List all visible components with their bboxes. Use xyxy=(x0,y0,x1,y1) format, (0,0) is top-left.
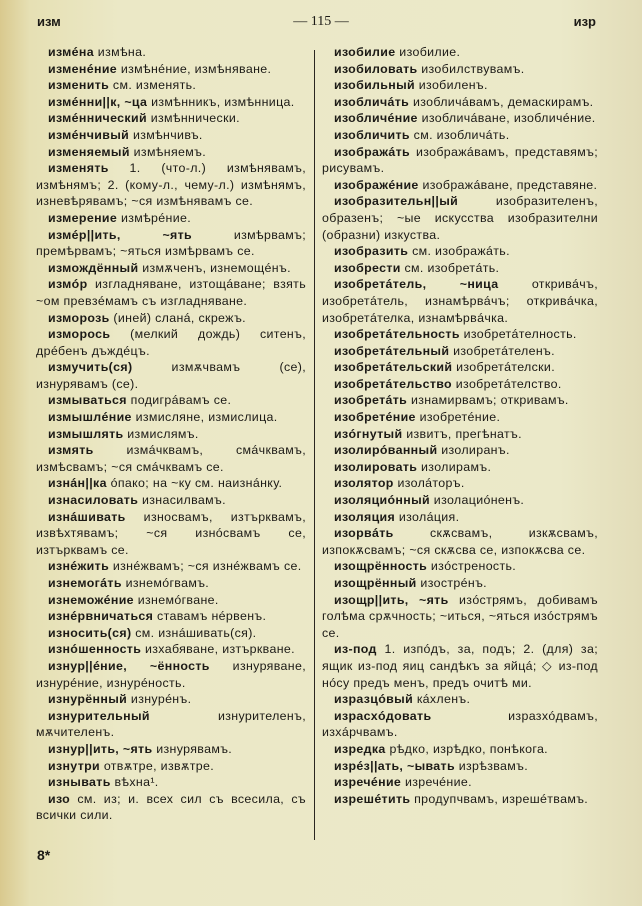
dictionary-entry xyxy=(322,193,598,243)
headword: из-под xyxy=(334,642,377,657)
headword: изощр||ить, ~ять xyxy=(334,592,449,607)
headword: изобилие xyxy=(334,45,396,59)
dictionary-entry xyxy=(36,492,306,509)
dictionary-entry xyxy=(36,61,306,78)
translation: изнасилвамъ. xyxy=(141,493,226,508)
headword: изменить xyxy=(48,78,110,93)
translation: скѫсвамъ, изкѫсвамъ, изпокѫсвамъ; ~ся скѫсва се, изпокѫсва се. xyxy=(322,526,598,557)
headword: измéнни||к, ~ца xyxy=(48,94,148,109)
translation: изóстрямъ, добивамъ голѣма срѫчность; ~иться, ~яться изóстрямъ се. xyxy=(322,592,599,640)
headword: измóр xyxy=(48,277,88,292)
headword: износить(ся) xyxy=(48,625,132,640)
translation: износвамъ, изтърквамъ, извѣхтявамъ; ~ся изнóсвамъ се, изтърквамъ се. xyxy=(36,509,306,557)
headword: измéннический xyxy=(48,111,147,126)
translation: изострéнъ. xyxy=(420,576,487,590)
dictionary-entry xyxy=(36,691,306,708)
dictionary-entry xyxy=(322,592,598,642)
translation: изобличáване, изобличéние. xyxy=(421,111,596,126)
headword: измышлять xyxy=(48,426,124,441)
headword: изразцóвый xyxy=(334,692,414,707)
headword: изнутри xyxy=(48,758,101,773)
translation: изобретáтелски. xyxy=(456,360,555,375)
headword: изолятор xyxy=(334,476,394,491)
dictionary-entry xyxy=(36,94,306,111)
headword: изолирóванный xyxy=(334,443,438,458)
headword: изолировать xyxy=(334,459,418,474)
translation: изнуряване, изнурéние, изнурéность. xyxy=(36,658,306,690)
headword: изобрести xyxy=(334,260,401,275)
translation: извитъ, прегѣнатъ. xyxy=(406,426,522,441)
translation: рѣдко, изрѣдко, понѣкога. xyxy=(389,741,548,756)
translation: продупчвамъ, изрешéтвамъ. xyxy=(414,791,589,806)
headword: изрéз||ать, ~ывать xyxy=(334,758,455,773)
translation: откривáчъ, изобретáтель, изнамѣрвáчъ; откривáчка, изобретáтелка, изнамѣрвáчка. xyxy=(322,277,598,325)
translation: изнемóгвамъ. xyxy=(125,576,210,590)
dictionary-entry xyxy=(36,641,306,658)
translation: измѣняемъ. xyxy=(133,144,207,159)
headword: измываться xyxy=(48,393,127,408)
translation: см. изобличáть. xyxy=(413,127,510,142)
dictionary-entry xyxy=(36,409,306,426)
dictionary-entry xyxy=(322,110,598,127)
translation: измѫченъ, изнемощéнъ. xyxy=(142,260,291,275)
headword: изобретáтель, ~ница xyxy=(334,277,499,292)
dictionary-entry xyxy=(36,625,306,642)
translation: изображáване, представяне. xyxy=(422,177,598,192)
headword: изображéние xyxy=(334,177,419,192)
translation: изнурéнъ. xyxy=(130,692,192,707)
dictionary-entry xyxy=(322,260,598,277)
dictionary-entry xyxy=(36,227,306,260)
translation: измáчквамъ, смáчквамъ, измѣсвамъ; ~ся смáчквамъ се. xyxy=(36,443,307,474)
dictionary-entry xyxy=(36,509,306,559)
translation: изолáция. xyxy=(398,509,460,524)
headword: изо xyxy=(48,791,71,806)
headword: измышлéние xyxy=(48,410,132,425)
translation: см. изобретáть. xyxy=(404,260,500,275)
headword: изнáн||ка xyxy=(48,476,107,491)
translation: измѣнникъ, измѣнница. xyxy=(151,94,295,109)
headword: изредка xyxy=(334,741,386,756)
dictionary-entry xyxy=(322,774,598,791)
translation: изобразителенъ, образенъ; ~ые искусства изобразителни (образни) изкуства. xyxy=(322,194,598,242)
headword: измучить(ся) xyxy=(48,360,133,375)
dictionary-entry xyxy=(322,492,598,509)
headword: изнасиловать xyxy=(48,493,139,508)
right-column xyxy=(322,44,598,807)
headword: измять xyxy=(48,443,94,458)
translation: изгладняване, изтощáване; взять ~ом превзéмамъ съ изгладняване. xyxy=(36,277,307,308)
dictionary-entry xyxy=(36,758,306,775)
translation: измѣннически. xyxy=(150,111,240,126)
headword: изобретáтельный xyxy=(334,343,450,358)
headword: изобличáть xyxy=(334,94,410,109)
dictionary-entry xyxy=(36,658,306,691)
headword: изорвáть xyxy=(334,526,394,541)
headword: изнóшенность xyxy=(48,642,142,657)
dictionary-entry xyxy=(322,177,598,194)
translation: изхабяване, изтъркване. xyxy=(145,642,295,657)
headword: изоляциóнный xyxy=(334,493,430,508)
translation: изрѣзвамъ. xyxy=(458,758,529,773)
dictionary-entry xyxy=(322,641,598,691)
headword: измéна xyxy=(48,45,94,59)
translation: см. изображáть. xyxy=(412,244,510,259)
translation: см. изнáшивать(ся). xyxy=(135,625,257,640)
dictionary-entry xyxy=(322,243,598,260)
translation: ставамъ нéрвенъ. xyxy=(157,609,267,624)
left-column xyxy=(36,44,306,824)
translation: 1. (что-л.) измѣнявамъ, измѣнямъ; 2. (кому-л., чему-л.) измѣнямъ, изневѣрявамъ; ~ся измѣнявамъ се. xyxy=(36,161,306,209)
headword: изобиловать xyxy=(334,61,418,76)
headword: изнемогáть xyxy=(48,576,122,590)
headword: изрешéтить xyxy=(334,791,411,806)
dictionary-entry xyxy=(322,426,598,443)
translation: измѫчвамъ (се), изнурявамъ (се). xyxy=(36,360,306,391)
headword: изощрённый xyxy=(334,576,417,590)
dictionary-entry xyxy=(322,94,598,111)
dictionary-entry xyxy=(36,77,306,94)
dictionary-entry xyxy=(36,160,306,210)
dictionary-entry xyxy=(36,210,306,227)
dictionary-entry xyxy=(322,77,598,94)
dictionary-entry xyxy=(322,691,598,708)
headword: изобретáть xyxy=(334,393,408,408)
translation: изречéние. xyxy=(404,775,472,790)
translation: изолиранъ. xyxy=(441,443,510,458)
translation: изразхóдвамъ, изхáрчвамъ. xyxy=(322,708,598,740)
headword: измерение xyxy=(48,210,118,225)
translation: измислямъ. xyxy=(127,426,199,441)
dictionary-entry xyxy=(322,741,598,758)
headword: изнурительный xyxy=(48,708,150,723)
headword: изнéрвничаться xyxy=(48,609,154,624)
dictionary-entry xyxy=(322,61,598,78)
dictionary-entry xyxy=(322,525,598,558)
translation: изобиленъ. xyxy=(418,78,488,93)
dictionary-entry xyxy=(322,475,598,492)
dictionary-entry xyxy=(322,575,598,592)
dictionary-entry xyxy=(36,774,306,791)
dictionary-entry xyxy=(36,575,306,592)
translation: изолáторъ. xyxy=(397,476,465,491)
translation: изнурителенъ, мѫчителенъ. xyxy=(36,708,306,740)
headword: изморозь xyxy=(48,310,110,325)
headword: изречéние xyxy=(334,775,402,790)
translation: вѣхна¹. xyxy=(114,775,159,790)
dictionary-entry xyxy=(36,791,306,824)
headword: изнурённый xyxy=(48,692,128,707)
dictionary-entry xyxy=(322,558,598,575)
translation: (мелкий дождь) ситенъ, дрéбенъ дъждéцъ. xyxy=(36,327,307,358)
translation: изобличáвамъ, демаскирамъ. xyxy=(412,94,594,109)
translation: изобилствувамъ. xyxy=(421,61,525,76)
dictionary-entry xyxy=(36,310,306,327)
translation: см. изменять. xyxy=(112,78,197,93)
dictionary-entry xyxy=(36,608,306,625)
dictionary-entry xyxy=(322,442,598,459)
translation: изнемóгване. xyxy=(137,592,219,607)
translation: изобилие. xyxy=(399,45,461,59)
translation: изолирамъ. xyxy=(421,459,492,474)
headword: изменяемый xyxy=(48,144,130,159)
translation: отвѫтре, извѫтре. xyxy=(103,758,215,773)
dictionary-entry xyxy=(322,127,598,144)
dictionary-entry xyxy=(322,509,598,526)
translation: измѣрéние. xyxy=(120,210,192,225)
dictionary-entry xyxy=(322,359,598,376)
dictionary-entry xyxy=(36,426,306,443)
translation: изобретáтеленъ. xyxy=(453,343,555,358)
headword: изощрённость xyxy=(334,559,428,574)
headword: изнур||ить, ~ять xyxy=(48,741,153,756)
headword: изморось xyxy=(48,327,111,342)
signature-mark: 8* xyxy=(37,847,51,863)
headword: изнывать xyxy=(48,775,111,790)
translation: изолациóненъ. xyxy=(433,493,525,508)
headword: изменять xyxy=(48,161,109,176)
dictionary-entry xyxy=(36,127,306,144)
dictionary-entry xyxy=(36,260,306,277)
dictionary-entry xyxy=(322,376,598,393)
dictionary-entry xyxy=(322,144,598,177)
dictionary-entry xyxy=(36,144,306,161)
translation: измѣнéние, измѣняване. xyxy=(120,61,272,76)
headword: израсхóдовать xyxy=(334,708,432,723)
translation: изнурявамъ. xyxy=(156,741,233,756)
header-right-guide-word: изр xyxy=(573,14,596,29)
headword: изнéжить xyxy=(48,559,110,574)
translation: измѣна. xyxy=(97,45,147,59)
translation: измѣнчивъ. xyxy=(132,127,203,142)
dictionary-entry xyxy=(36,359,306,392)
dictionary-entry xyxy=(322,326,598,343)
dictionary-entry xyxy=(322,276,598,326)
dictionary-entry xyxy=(36,708,306,741)
column-divider xyxy=(314,50,315,840)
translation: изнéжвамъ; ~ся изнéжвамъ се. xyxy=(112,559,302,574)
dictionary-entry xyxy=(36,44,306,61)
headword: изнáшивать xyxy=(48,509,126,524)
translation: изóстреность. xyxy=(430,559,517,574)
dictionary-entry xyxy=(322,44,598,61)
headword: измождённый xyxy=(48,260,139,275)
dictionary-entry xyxy=(322,409,598,426)
dictionary-entry xyxy=(322,459,598,476)
headword: изнеможéние xyxy=(48,592,134,607)
headword: изобретáтельность xyxy=(334,327,460,342)
dictionary-entry xyxy=(36,442,306,475)
dictionary-entry xyxy=(322,708,598,741)
headword: изображáть xyxy=(334,144,411,159)
translation: подигрáвамъ се. xyxy=(130,393,232,408)
translation: изображáвамъ, представямъ; рисувамъ. xyxy=(322,144,598,176)
headword: изоляция xyxy=(334,509,396,524)
headword: изобретáтельство xyxy=(334,376,452,391)
dictionary-entry xyxy=(322,343,598,360)
translation: изобретéние. xyxy=(419,410,501,425)
translation: изобретáтелность. xyxy=(463,327,577,342)
headword: изменéние xyxy=(48,61,118,76)
headword: изобильный xyxy=(334,78,415,93)
headword: изобличéние xyxy=(334,111,418,126)
dictionary-entry xyxy=(322,392,598,409)
headword: изобразительн||ый xyxy=(334,194,459,209)
headword: измéнчивый xyxy=(48,127,130,142)
dictionary-entry xyxy=(36,392,306,409)
headword: изобретáтельский xyxy=(334,360,453,375)
dictionary-entry xyxy=(36,558,306,575)
translation: 1. изпóдъ, за, подъ; 2. (для) за; ящик из-под яиц сандѣкъ за яйцá; ◇ из-под нóсу предъ менъ, предъ очитѣ ми. xyxy=(322,642,598,690)
header-left-guide-word: изм xyxy=(37,14,61,29)
headword: изóгнутый xyxy=(334,426,403,441)
dictionary-entry xyxy=(36,475,306,492)
dictionary-entry xyxy=(36,741,306,758)
dictionary-entry xyxy=(36,110,306,127)
page-number: — 115 — xyxy=(293,14,349,29)
translation: (иней) сланá, скрежъ. xyxy=(113,310,246,325)
dictionary-entry xyxy=(36,276,306,309)
headword: измéр||ить, ~ять xyxy=(48,227,193,242)
translation: изобретáтелство. xyxy=(455,376,562,391)
translation: óпако; на ~ку см. наизнáнку. xyxy=(110,476,283,491)
headword: изобразить xyxy=(334,244,409,259)
headword: изнур||éние, ~ённость xyxy=(48,658,210,673)
dictionary-entry xyxy=(36,326,306,359)
translation: изнамирвамъ; откривамъ. xyxy=(410,393,569,408)
headword: изобретéние xyxy=(334,410,416,425)
dictionary-entry xyxy=(322,791,598,808)
headword: изобличить xyxy=(334,127,410,142)
dictionary-entry xyxy=(36,592,306,609)
translation: измѣрвамъ; премѣрвамъ; ~яться измѣрвамъ се. xyxy=(36,227,307,259)
dictionary-entry xyxy=(322,758,598,775)
translation: кáхленъ. xyxy=(416,692,471,707)
translation: измисляне, измислица. xyxy=(135,410,278,425)
translation: см. из; и. всех сил съ всесила, съ всички сили. xyxy=(36,791,306,823)
